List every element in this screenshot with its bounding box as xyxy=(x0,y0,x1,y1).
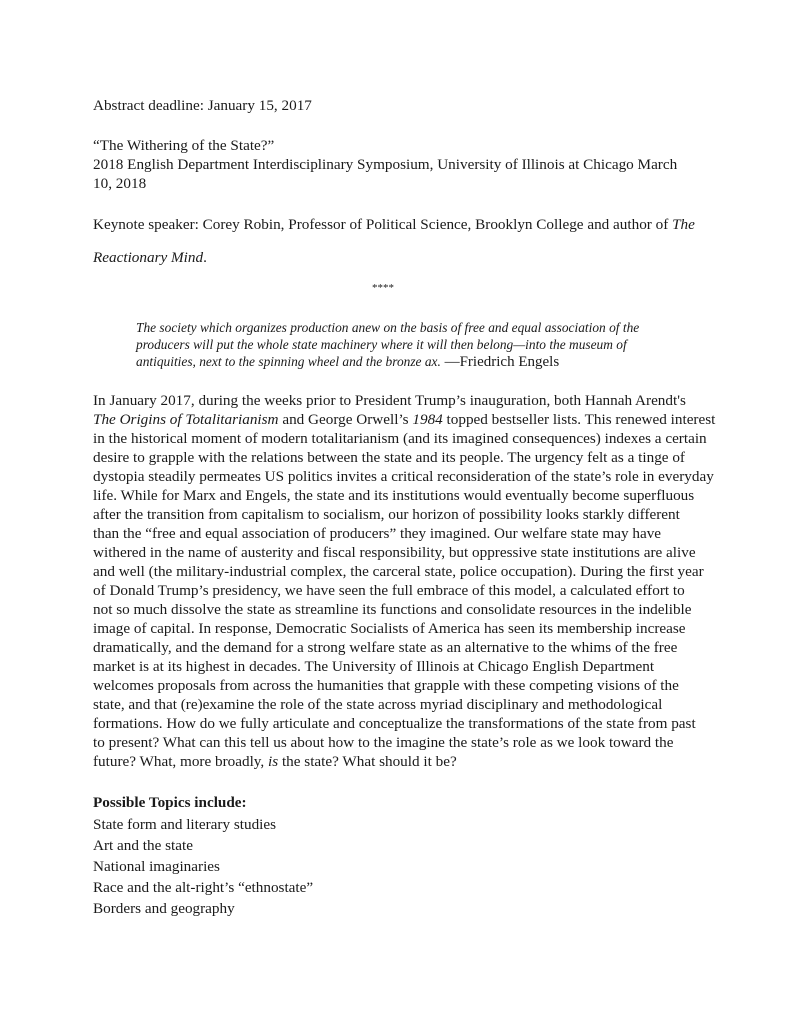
emphasis-is: is xyxy=(268,753,279,770)
body-line: market is at its highest in decades. The University of Illinois at Chicago English Department xyxy=(93,658,655,675)
book-title-1984: 1984 xyxy=(412,411,443,428)
body-line: to present? What can this tell us about how to the imagine the state’s role as we look toward the xyxy=(93,734,674,751)
section-separator: **** xyxy=(372,282,394,294)
book-title-origins: The Origins of Totalitarianism xyxy=(93,411,279,428)
keynote-line-1 xyxy=(93,215,695,234)
topic-item: State form and literary studies xyxy=(93,816,277,833)
body-line: withered in the name of austerity and fiscal responsibility, but oppressive state institutions are alive xyxy=(93,544,696,561)
epigraph-line: producers will put the whole state machinery where it will then belong—into the museum of xyxy=(136,337,627,352)
body-line: desire to grapple with the relations between the state and its people. The urgency felt as a tinge of xyxy=(93,449,685,466)
body-line: formations. How do we fully articulate and conceptualize the transformations of the state from past xyxy=(93,715,696,732)
body-line: welcomes proposals from across the humanities that grapple with these competing visions of the xyxy=(93,677,679,694)
epigraph-attribution: —Friedrich Engels xyxy=(440,354,560,370)
body-line: image of capital. In response, Democratic Socialists of America has seen its membership increase xyxy=(93,620,686,637)
epigraph-line-text: antiquities, next to the spinning wheel and the bronze ax. xyxy=(136,354,441,369)
epigraph-line-3 xyxy=(136,354,559,371)
body-text: and George Orwell’s xyxy=(278,411,413,428)
keynote-period: . xyxy=(203,249,207,266)
body-text: topped bestseller lists. This renewed interest xyxy=(442,411,716,428)
keynote-book-title-part1: The xyxy=(672,216,695,233)
body-text: the state? What should it be? xyxy=(278,753,457,770)
topic-item: National imaginaries xyxy=(93,858,220,875)
body-line: life. While for Marx and Engels, the state and its institutions would eventually become superfluous xyxy=(93,487,695,504)
body-line: state, and that (re)examine the role of the state across myriad disciplinary and methodological xyxy=(93,696,663,713)
event-details-line-2: 10, 2018 xyxy=(93,175,147,192)
topic-item: Borders and geography xyxy=(93,900,235,917)
body-line-last xyxy=(93,752,457,771)
body-line: in the historical moment of modern totalitarianism (and its imagined consequences) indexes a certain xyxy=(93,430,707,447)
body-line: In January 2017, during the weeks prior to President Trump’s inauguration, both Hannah Arendt's xyxy=(93,392,686,409)
topic-item: Race and the alt-right’s “ethnostate” xyxy=(93,879,314,896)
symposium-title: “The Withering of the State?” xyxy=(93,137,275,154)
event-details-line-1: 2018 English Department Interdisciplinary Symposium, University of Illinois at Chicago March xyxy=(93,156,678,173)
abstract-deadline: Abstract deadline: January 15, 2017 xyxy=(93,97,312,114)
body-line: not so much dissolve the state as streamline its functions and consolidate resources in the indelible xyxy=(93,601,692,618)
body-text: future? What, more broadly, xyxy=(93,753,269,770)
keynote-line-2 xyxy=(93,248,207,267)
body-line: dramatically, and the demand for a strong welfare state as an alternative to the whims of the free xyxy=(93,639,678,656)
epigraph-line: The society which organizes production anew on the basis of free and equal association of the xyxy=(136,320,640,335)
body-line: than the “free and equal association of producers” they imagined. Our welfare state may have xyxy=(93,525,662,542)
body-line: of Donald Trump’s presidency, we have seen the full embrace of this model, a calculated effort to xyxy=(93,582,685,599)
body-line-2 xyxy=(93,410,715,429)
topic-item: Art and the state xyxy=(93,837,193,854)
keynote-book-title-part2: Reactionary Mind xyxy=(93,249,204,266)
keynote-text: Keynote speaker: Corey Robin, Professor of Political Science, Brooklyn College and author of xyxy=(93,216,673,233)
body-line: after the transition from capitalism to socialism, our horizon of possibility looks starkly different xyxy=(93,506,680,523)
topics-heading: Possible Topics include: xyxy=(93,794,247,811)
body-line: dystopia steadily permeates US politics invites a critical reconsideration of the state’s role in everyday xyxy=(93,468,714,485)
body-line: and well (the military-industrial complex, the carceral state, police occupation). During the first year xyxy=(93,563,704,580)
